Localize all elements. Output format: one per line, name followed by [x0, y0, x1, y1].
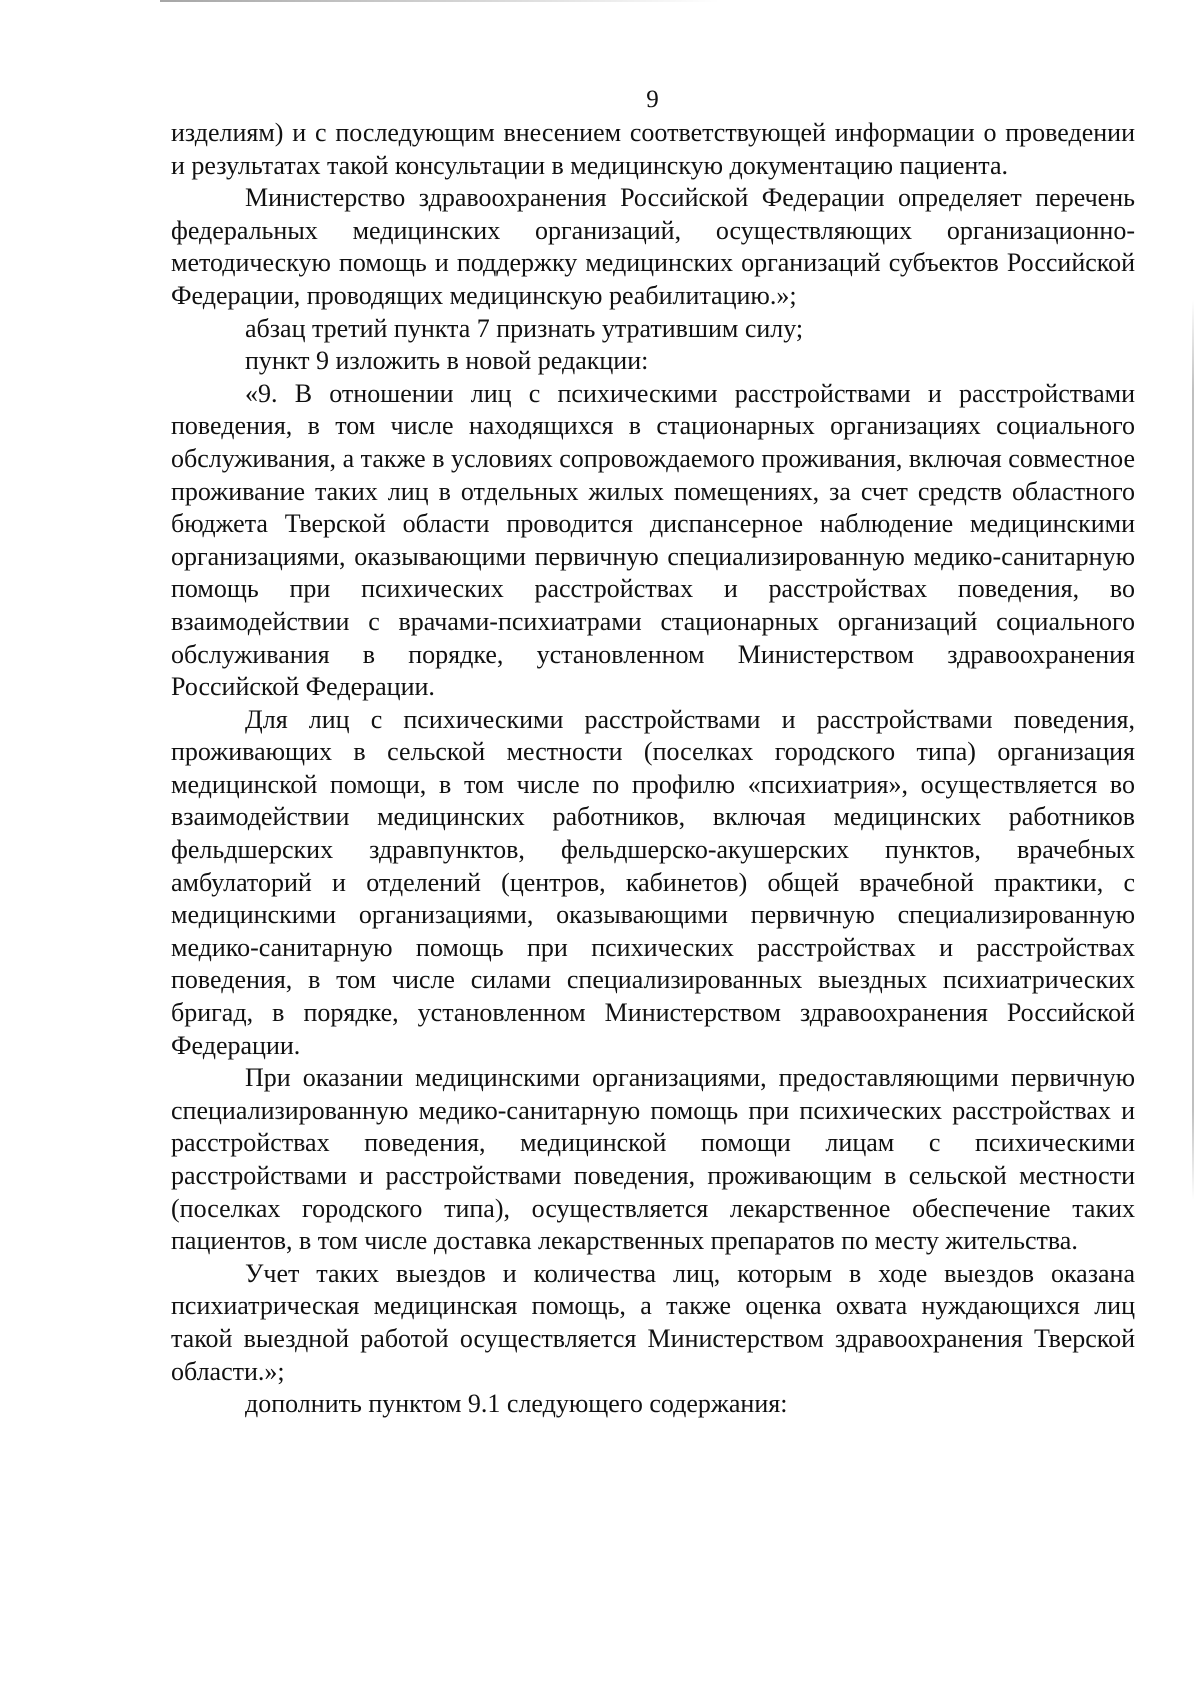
paragraph-visit-accounting: Учет таких выездов и количества лиц, которым в ходе выездов оказана психиатрическая медицинская помощь, а также оценка охвата нуждающихся лиц такой выездной работой осуществляется Министерством здравоохранения Тверской области.»;: [171, 1258, 1135, 1386]
paragraph-drug-provision: При оказании медицинскими организациями, предоставляющими первичную специализированную медико-санитарную помощь при психических расстройствах и расстройствах поведения, медицинской помощи лицам с психическими расстройствами и расстройствами поведения, проживающим в сельской местности (поселках городского типа), осуществляется лекарственное обеспечение таких пациентов, в том числе доставка лекарственных препаратов по месту жительства.: [171, 1063, 1135, 1256]
paragraph-rural-care: Для лиц с психическими расстройствами и расстройствами поведения, проживающих в сельской местности (поселках городского типа) организация медицинской помощи, в том числе по профилю «психиатрия», осуществляется во взаимодействии медицинских работников, включая медицинских работников фельдшерских здравпунктов, фельдшерско-акушерских пунктов, врачебных амбулаторий и отделений (центров, кабинетов) общей врачебной практики, с медицинскими организациями, оказывающими первичную специализированную медико-санитарную помощь при психических расстройствах и расстройствах поведения, в том числе силами специализированных выездных психиатрических бригад, в порядке, установленном Министерством здравоохранения Российской Федерации.: [171, 704, 1135, 1060]
document-body: [171, 117, 1135, 1421]
page-number: 9: [646, 86, 659, 113]
paragraph-item-7-repeal: абзац третий пункта 7 признать утратившим силу;: [245, 313, 804, 343]
paragraph-item-9-1-intro: дополнить пунктом 9.1 следующего содержания:: [245, 1389, 788, 1419]
paragraph-continuation: изделиям) и с последующим внесением соответствующей информации о проведении и результатах такой консультации в медицинскую документацию пациента.: [171, 118, 1135, 180]
scan-artifact-top: [160, 0, 720, 2]
paragraph-item-9-intro: пункт 9 изложить в новой редакции:: [245, 346, 649, 376]
paragraph-item-9-text: «9. В отношении лиц с психическими расстройствами и расстройствами поведения, в том числе находящихся в стационарных организациях социального обслуживания, а также в условиях сопровождаемого проживания, включая совместное проживание таких лиц в отдельных жилых помещениях, за счет средств областного бюджета Тверской области проводится диспансерное наблюдение медицинскими организациями, оказывающими первичную специализированную медико-санитарную помощь при психических расстройствах и расстройствах поведения, во взаимодействии с врачами-психиатрами стационарных организаций социального обслуживания в порядке, установленном Министерством здравоохранения Российской Федерации.: [171, 378, 1135, 702]
scan-artifact-edge: [1192, 300, 1194, 1200]
paragraph-ministry-list: Министерство здравоохранения Российской Федерации определяет перечень федеральных медицинских организаций, осуществляющих организационно-методическую помощь и поддержку медицинских организаций субъектов Российской Федерации, проводящих медицинскую реабилитацию.»;: [171, 183, 1135, 310]
